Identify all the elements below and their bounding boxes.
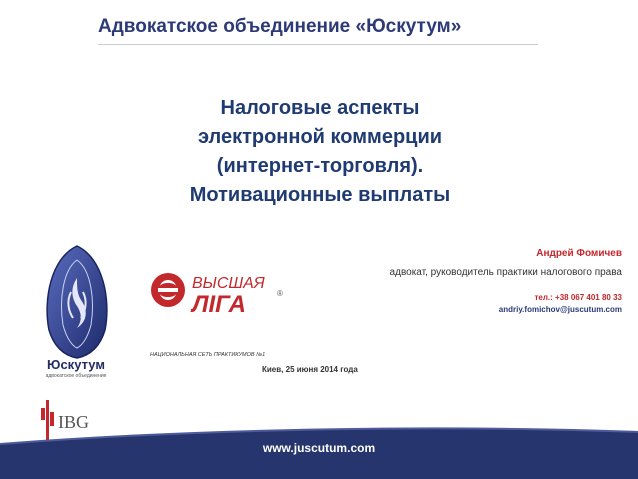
title-divider — [98, 44, 538, 45]
contacts-block — [499, 292, 622, 316]
author-role: адвокат, руководитель практики налогового права — [389, 267, 622, 278]
heading-line: (интернет-торговля). — [216, 155, 424, 177]
vysshaya-liga-logo-icon — [148, 266, 298, 341]
heading-line: Мотивационные выплаты — [189, 184, 451, 206]
heading-line: Налоговые аспекты — [220, 97, 420, 119]
registered-mark: ® — [277, 289, 283, 298]
juscutum-name: Юскутум — [47, 357, 105, 372]
juscutum-subtitle: адвокатское объединение — [45, 373, 107, 379]
slide-title: Адвокатское объединение «Юскутум» — [98, 16, 462, 37]
author-email[interactable]: andriy.fomichov@juscutum.com — [498, 305, 622, 314]
heading-line: электронной коммерции — [197, 126, 443, 148]
author-block — [390, 248, 622, 278]
vysshaya-top-text: ВЫСШАЯ — [192, 275, 265, 292]
author-phone: тел.: +38 067 401 80 33 — [534, 293, 622, 302]
presentation-heading — [150, 94, 490, 210]
vysshaya-caption: НАЦИОНАЛЬНАЯ СЕТЬ ПРАКТИКУМОВ №1 — [150, 352, 266, 358]
author-name: Андрей Фомичев — [536, 248, 622, 259]
ibg-text: IBG — [58, 412, 89, 432]
event-date: Киев, 25 июня 2014 года — [262, 365, 358, 374]
vysshaya-bottom-text: ЛIГА — [192, 291, 246, 318]
footer-website[interactable]: www.juscutum.com — [262, 441, 376, 455]
